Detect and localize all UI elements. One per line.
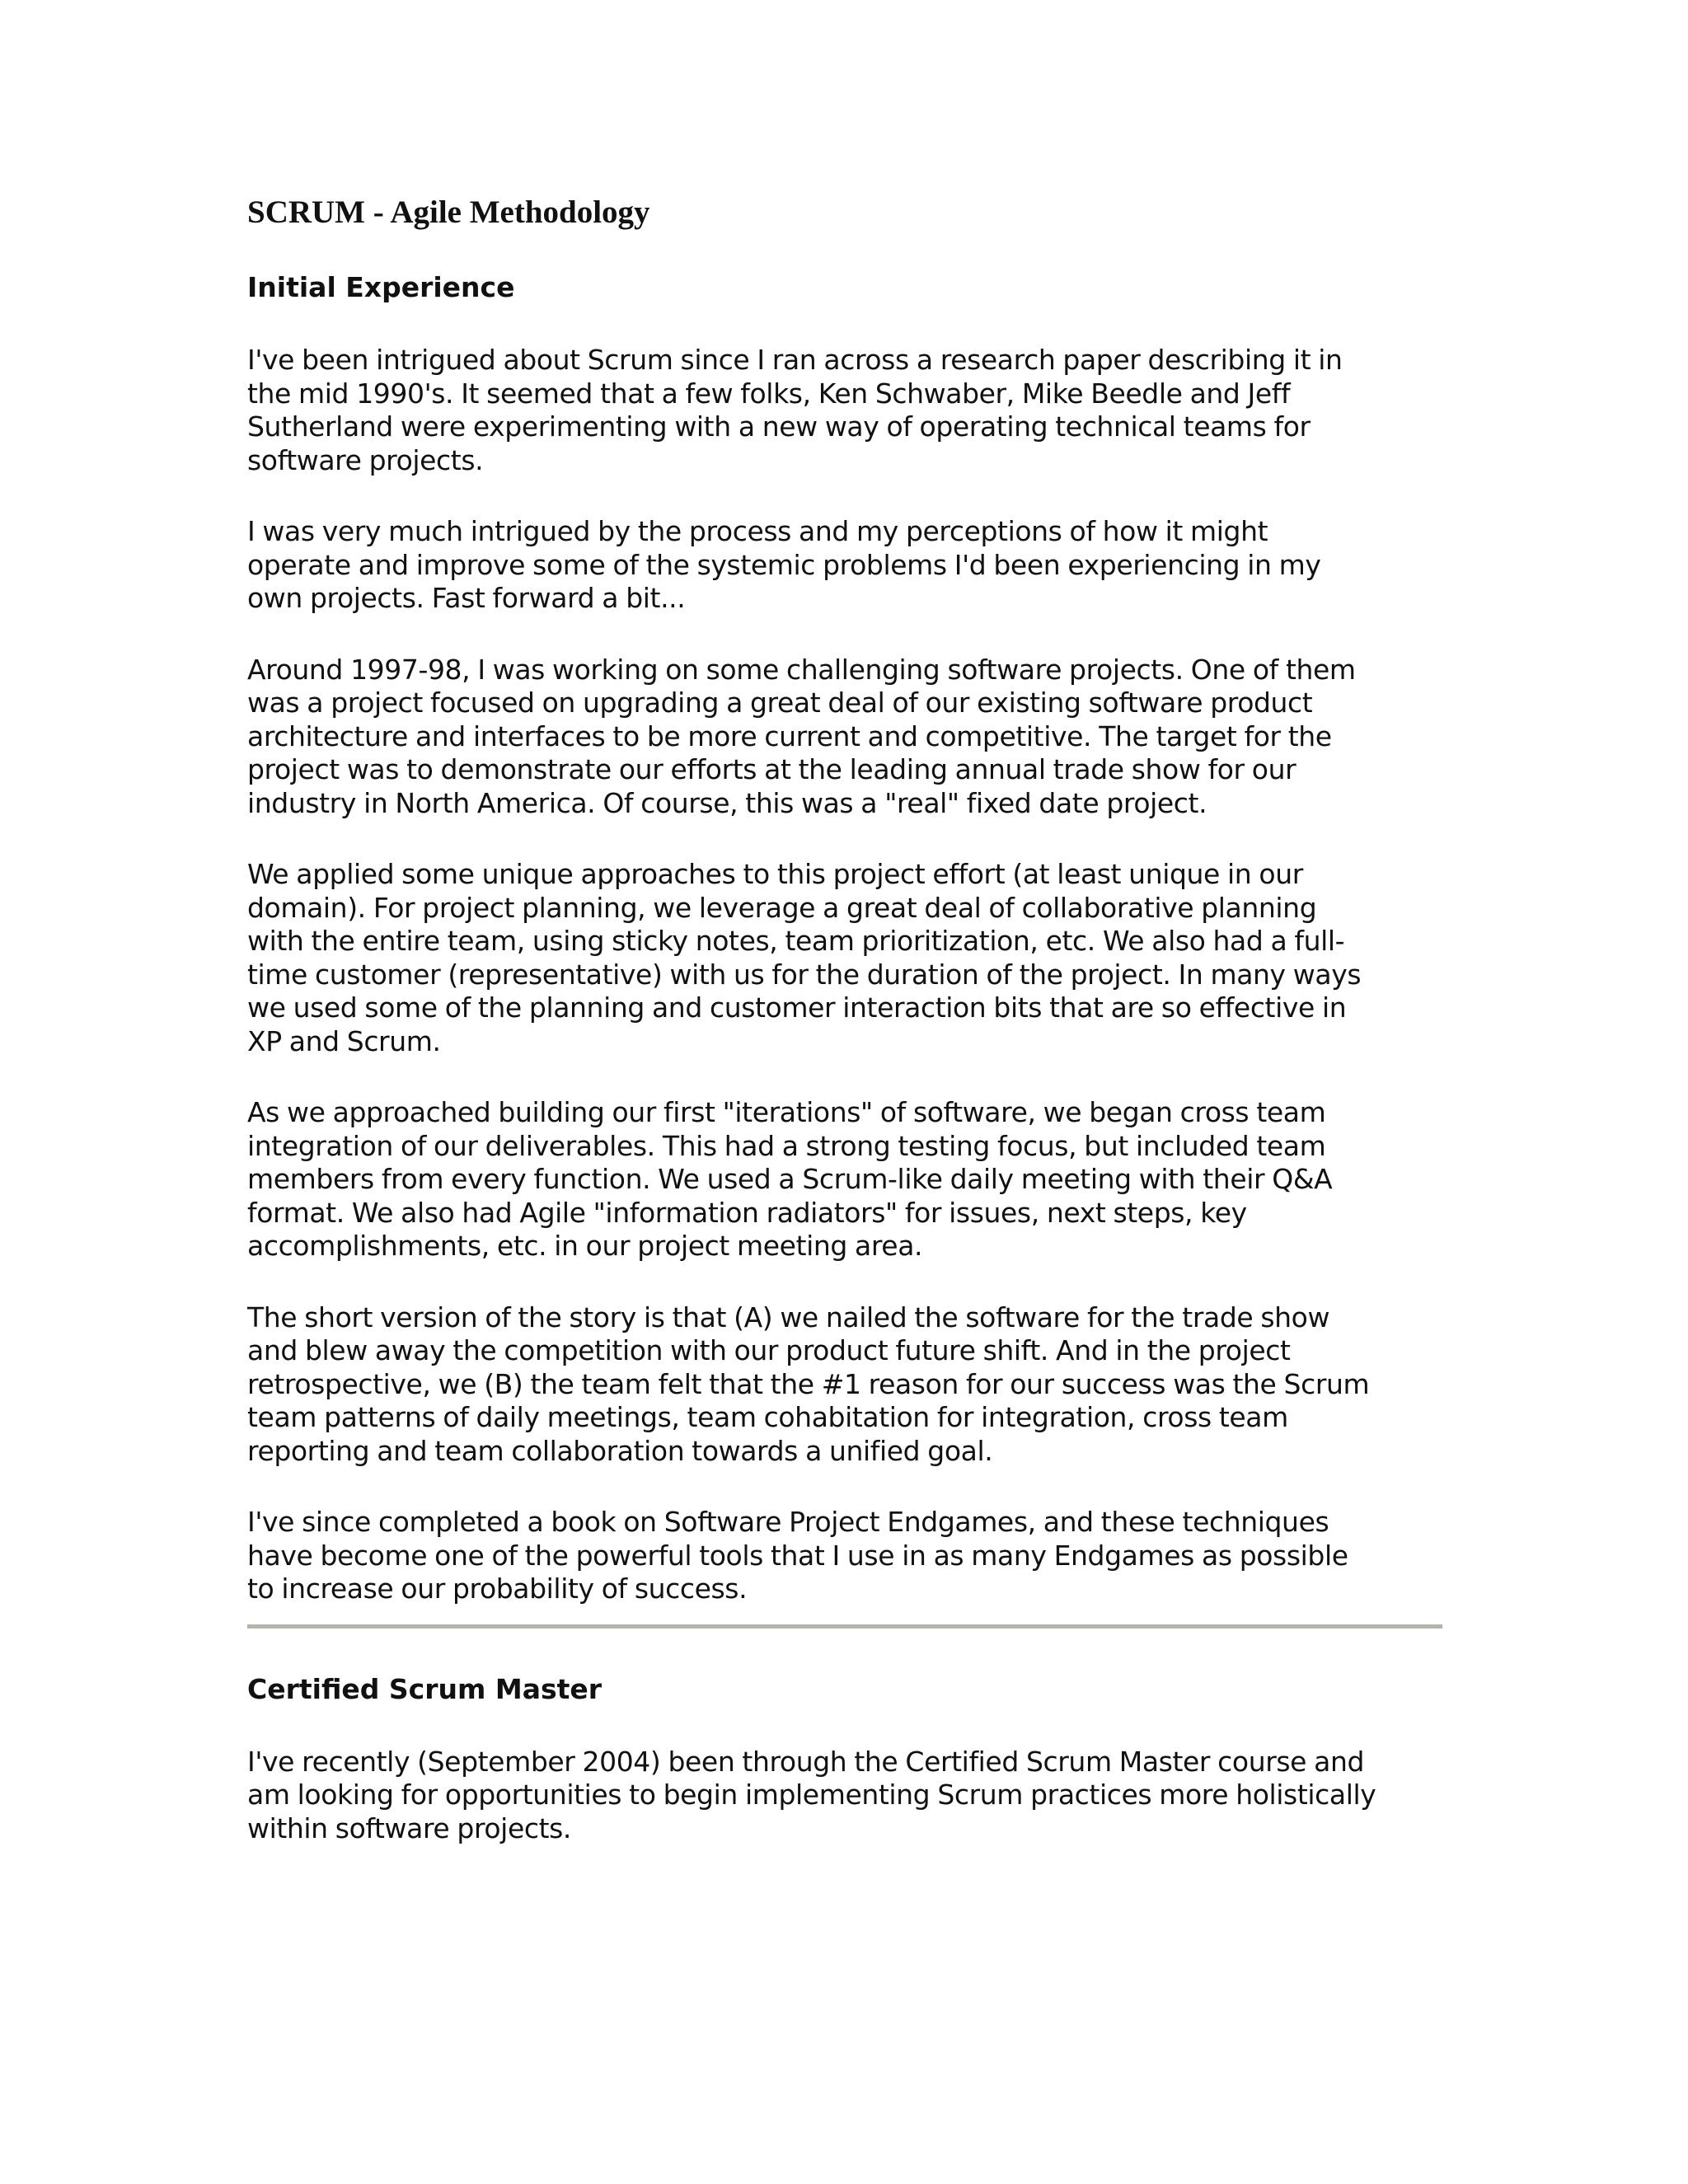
- document-page: [247, 194, 1442, 1883]
- paragraph: [247, 1746, 1442, 1846]
- paragraph: [247, 1301, 1442, 1469]
- text-line: within software projects.: [247, 1811, 572, 1844]
- section-heading: Initial Experience: [247, 271, 515, 303]
- text-line: and blew away the competition with our product future shift. And in the project: [247, 1334, 1291, 1366]
- text-line: As we approached building our first "iterations" of software, we began cross team: [247, 1096, 1326, 1128]
- paragraph: [247, 858, 1442, 1058]
- text-line: to increase our probability of success.: [247, 1572, 748, 1605]
- text-line: operate and improve some of the systemic problems I'd been experiencing in my: [247, 548, 1321, 581]
- text-line: retrospective, we (B) the team felt that the #1 reason for our success was the Scrum: [247, 1367, 1370, 1400]
- text-line: members from every function. We used a Scrum-like daily meeting with their Q&A: [247, 1163, 1333, 1195]
- text-line: XP and Scrum.: [247, 1024, 441, 1057]
- text-line: time customer (representative) with us for the duration of the project. In many ways: [247, 958, 1362, 991]
- text-line: was a project focused on upgrading a great deal of our existing software product: [247, 687, 1313, 719]
- text-line: I've recently (September 2004) been through the Certified Scrum Master course and: [247, 1745, 1365, 1778]
- text-line: with the entire team, using sticky notes, team prioritization, etc. We also had a full-: [247, 925, 1345, 957]
- text-line: accomplishments, etc. in our project meeting area.: [247, 1230, 923, 1262]
- section-certified-scrum-master: [247, 1673, 1442, 1846]
- document-title: SCRUM - Agile Methodology: [247, 194, 650, 230]
- text-line: We applied some unique approaches to this project effort (at least unique in our: [247, 858, 1303, 890]
- text-line: domain). For project planning, we leverage a great deal of collaborative planning: [247, 891, 1317, 924]
- text-line: The short version of the story is that (A) we nailed the software for the trade show: [247, 1301, 1330, 1333]
- text-line: reporting and team collaboration towards a unified goal.: [247, 1434, 993, 1467]
- text-line: industry in North America. Of course, this was a "real" fixed date project.: [247, 786, 1207, 819]
- text-line: software projects.: [247, 443, 484, 476]
- paragraph: [247, 654, 1442, 821]
- text-line: project was to demonstrate our efforts at the leading annual trade show for our: [247, 753, 1296, 785]
- text-line: the mid 1990's. It seemed that a few folks, Ken Schwaber, Mike Beedle and Jeff: [247, 377, 1291, 410]
- text-line: I've since completed a book on Software Project Endgames, and these techniques: [247, 1506, 1329, 1538]
- section-heading: Certified Scrum Master: [247, 1672, 603, 1705]
- paragraph: [247, 1096, 1442, 1263]
- section-initial-experience: [247, 271, 1442, 1606]
- paragraph: [247, 515, 1442, 616]
- text-line: format. We also had Agile "information radiators" for issues, next steps, key: [247, 1196, 1247, 1229]
- paragraph: [247, 1506, 1442, 1606]
- text-line: we used some of the planning and customer interaction bits that are so effective in: [247, 991, 1347, 1024]
- text-line: architecture and interfaces to be more current and competitive. The target for the: [247, 719, 1332, 752]
- paragraph: [247, 344, 1442, 477]
- text-line: have become one of the powerful tools that I use in as many Endgames as possible: [247, 1539, 1348, 1572]
- text-line: integration of our deliverables. This had a strong testing focus, but included team: [247, 1129, 1326, 1162]
- section-divider: [247, 1624, 1442, 1629]
- text-line: Around 1997-98, I was working on some challenging software projects. One of them: [247, 653, 1356, 686]
- text-line: I was very much intrigued by the process and my perceptions of how it might: [247, 515, 1268, 547]
- text-line: am looking for opportunities to begin implementing Scrum practices more holistically: [247, 1779, 1376, 1811]
- text-line: I've been intrigued about Scrum since I ran across a research paper describing it in: [247, 344, 1343, 376]
- text-line: own projects. Fast forward a bit...: [247, 582, 686, 614]
- text-line: Sutherland were experimenting with a new way of operating technical teams for: [247, 410, 1311, 443]
- text-line: team patterns of daily meetings, team cohabitation for integration, cross team: [247, 1401, 1288, 1433]
